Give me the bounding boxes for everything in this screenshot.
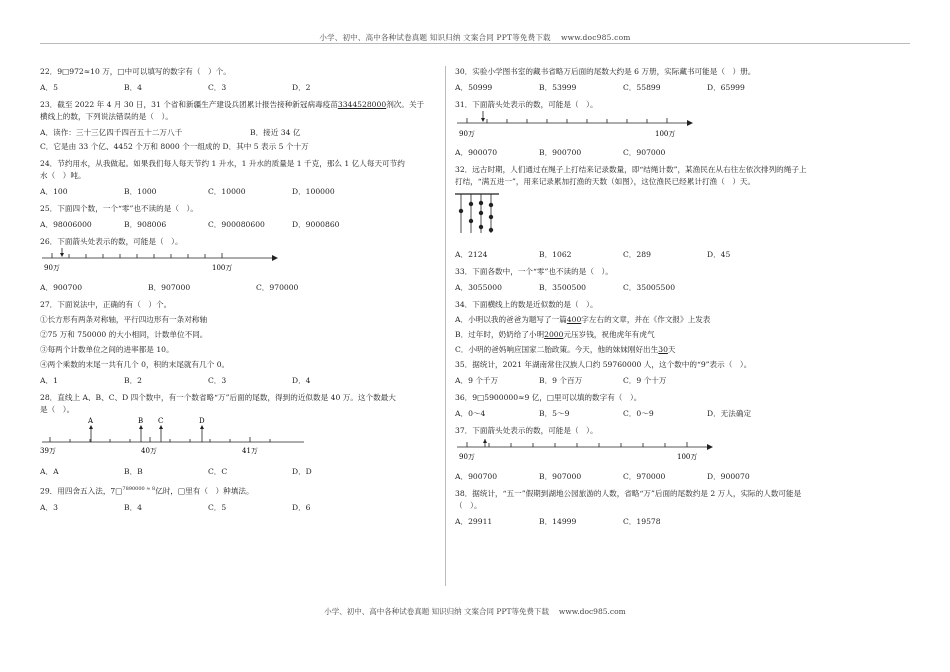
header-rule [40, 43, 910, 44]
number-line [455, 111, 695, 139]
option-c[interactable]: C．19578 [623, 517, 661, 526]
statement-3: ③每两个计数单位之间的进率都是 10。 [40, 345, 174, 354]
ticks [467, 442, 687, 447]
option-c[interactable]: C．C [208, 467, 228, 476]
question-24 [40, 158, 450, 198]
point-d-label: D [199, 417, 205, 425]
question-22 [40, 66, 450, 94]
options [455, 408, 865, 420]
label-100wan: 100万 [655, 130, 676, 138]
question-text: 26．下面箭头处表示的数，可能是（ ）。 [40, 237, 183, 246]
options [455, 249, 865, 261]
statement-2: ②75 万和 750000 的大小相同，计数单位不同。 [40, 330, 208, 339]
question-text: 37．下面箭头处表示的数，可能是（ ）。 [455, 426, 598, 435]
page-footer: 小学、初中、高中各种试卷真题 知识归纳 文案合同 PPT等免费下载 www.doc985.com [324, 607, 626, 616]
option-c[interactable]: C．970000 [623, 472, 666, 481]
option-d[interactable]: D．无法确定 [707, 409, 752, 418]
option-d[interactable]: D．100000 [292, 187, 335, 196]
knots [459, 201, 493, 232]
question-text-cont: 水（ ）吨。 [40, 171, 86, 180]
question-text: 22．9□972≈10 万，□中可以填写的数字有（ ）个。 [40, 67, 231, 76]
option-c-d[interactable]: C．它是由 33 个亿、4452 个万和 8000 个一组成的 D．其中 5 表示 5 个十万 [40, 142, 309, 151]
point-b-label: B [138, 417, 144, 425]
question-text: 34．下面横线上的数是近似数的是（ ）。 [455, 300, 598, 309]
statement-1: ①长方形有两条对称轴，平行四边形有一条对称轴 [40, 315, 208, 324]
question-text: 32．远古时期，人们通过在绳子上打结来记录数量，即“结绳计数”，某渔民在从右往左依次排列的绳子上 [455, 165, 807, 174]
question-28 [40, 392, 450, 478]
ticks [50, 437, 270, 442]
options [455, 82, 865, 94]
option-b[interactable]: B．1062 [539, 250, 572, 259]
right-column [455, 66, 865, 533]
option-a[interactable]: A．9 个千万 [455, 376, 499, 385]
question-27 [40, 299, 450, 387]
option-b[interactable]: B．907000 [148, 283, 191, 292]
question-text: 25．下面四个数，一个“零”也不读的是（ ）。 [40, 204, 198, 213]
options [455, 282, 865, 294]
question-33 [455, 266, 865, 294]
option-b[interactable]: B．1000 [124, 187, 157, 196]
options [455, 147, 865, 159]
question-text: 31．下面箭头处表示的数，可能是（ ）。 [455, 100, 598, 109]
point-markers [91, 426, 202, 442]
options [40, 82, 450, 94]
option-c[interactable]: C．10000 [208, 187, 246, 196]
question-text: 36．9□5900000≈9 亿，□里可以填的数字有（ ）。 [455, 393, 642, 402]
question-36 [455, 392, 865, 420]
tick-40wan: 40万 [141, 447, 157, 455]
options [455, 471, 865, 483]
options-row-2 [40, 141, 450, 153]
number-line-abcd [40, 416, 340, 458]
option-c[interactable]: C．907000 [623, 148, 666, 157]
option-a[interactable]: A．900700 [455, 472, 498, 481]
option-a[interactable]: A．0～4 [455, 409, 486, 418]
option-d[interactable]: D．D [292, 467, 312, 476]
statement-4: ④两个乘数的末尾一共有几个 0，积的末尾就有几个 0。 [40, 360, 230, 369]
option-b[interactable]: B．5～9 [539, 409, 570, 418]
option-b[interactable]: B．908006 [124, 220, 167, 229]
option-b[interactable]: B．9 个百万 [539, 376, 583, 385]
option-d[interactable]: D．2 [292, 83, 311, 92]
option-a[interactable]: A．900070 [455, 148, 498, 157]
question-text: 35．据统计，2021 年湖南常住汉族人口约 59760000 人，这个数中的“9”表示（ ）。 [455, 360, 752, 369]
option-b[interactable]: B．53999 [539, 83, 577, 92]
question-text: 24．节约用水，从我做起。如果我们每人每天节约 1 升水，1 升水的质量是 1 千克，那么 1 亿人每天可节约 [40, 159, 405, 168]
option-c[interactable]: C．289 [623, 250, 651, 259]
option-a[interactable]: A．50999 [455, 83, 493, 92]
option-b[interactable]: B．900700 [539, 148, 582, 157]
option-b[interactable]: B．2 [124, 376, 143, 385]
option-c[interactable]: C．0～9 [623, 409, 654, 418]
axis-arrowhead [687, 120, 693, 126]
option-c[interactable]: C．3 [208, 83, 227, 92]
question-text: 28．直线上 A、B、C、D 四个数中，有一个数省略“万”后面的尾数，得到的近似数是 40 万。这个数最大 [40, 393, 396, 402]
label-90wan: 90万 [459, 453, 475, 461]
options [40, 502, 450, 514]
label-90wan: 90万 [44, 264, 60, 272]
options [40, 375, 450, 387]
option-a[interactable]: A．读作：三十三亿四千四百五十二万八千 [40, 128, 183, 137]
option-d[interactable]: D．65999 [707, 83, 745, 92]
question-31 [455, 99, 865, 159]
options [455, 516, 865, 528]
label-100wan: 100万 [212, 264, 233, 272]
option-d[interactable]: D．45 [707, 250, 731, 259]
option-a[interactable]: A．1 [40, 376, 58, 385]
question-30 [455, 66, 865, 94]
question-35 [455, 359, 865, 387]
question-text: 33．下面各数中，一个“零”也不读的是（ ）。 [455, 267, 613, 276]
option-b[interactable]: B．接近 34 亿 [250, 128, 301, 137]
options [40, 466, 450, 478]
question-text-cont: 打结，“满五进一”，用来记录累加打渔的天数（如图），这位渔民已经累计打渔（ ）天。 [455, 177, 756, 186]
option-c[interactable]: C．900080600 [208, 220, 265, 229]
option-c[interactable]: C．55899 [623, 83, 661, 92]
question-25 [40, 203, 450, 231]
option-d[interactable]: D．9000860 [292, 220, 340, 229]
label-90wan: 90万 [459, 130, 475, 138]
option-d[interactable]: D．900070 [707, 472, 750, 481]
question-34 [455, 299, 865, 356]
option-b[interactable]: B．907000 [539, 472, 582, 481]
question-text-cont: 横线上的数，下列说法错误的是（ ）。 [40, 112, 173, 121]
option-a[interactable]: A．100 [40, 187, 68, 196]
option-c[interactable]: C．35005500 [623, 283, 676, 292]
underlined-number: 3344528000 [337, 100, 387, 109]
number-line [455, 437, 715, 463]
question-text: 23．截至 2022 年 4 月 30 日，31 个省和新疆生产建设兵团累计报告接种新冠病毒疫苗3344528000剂次。关于 [40, 100, 425, 109]
option-a[interactable]: A．3 [40, 502, 58, 512]
knot-rope-figure [455, 191, 515, 241]
option-c[interactable]: C．970000 [256, 283, 299, 292]
question-29 [40, 483, 450, 514]
option-a[interactable]: A．A [40, 467, 59, 476]
question-32 [455, 164, 865, 261]
point-a-label: A [88, 417, 94, 425]
option-a[interactable]: A．2124 [455, 250, 488, 259]
question-text: 30．实验小学图书室的藏书省略万后面的尾数大约是 6 万册，实际藏书可能是（ ）册。 [455, 67, 756, 76]
ticks [467, 118, 667, 123]
question-text: 27．下面说法中，正确的有（ ）个。 [40, 300, 172, 309]
option-a[interactable]: A．3055000 [455, 283, 502, 292]
tick-39wan: 39万 [40, 447, 56, 455]
axis-arrowhead [707, 444, 713, 450]
option-c[interactable]: C．小明的爸妈响应国家二胎政策。今天，他的妹妹刚好出生30天 [455, 345, 676, 354]
option-d[interactable]: D．4 [292, 376, 311, 385]
point-arrowheads [89, 425, 204, 429]
option-c[interactable]: C．5 [208, 502, 227, 512]
question-text: 38．据统计，“五一”假期到湖地公园旅游的人数，省略“万”后面的尾数约是 2 万人，实际的人数可能是 [455, 489, 802, 498]
options [40, 186, 450, 198]
option-b[interactable]: B．过年时，奶奶给了小明2000元压岁钱，祝他虎年有虎气 [455, 330, 655, 339]
options [40, 219, 450, 231]
options-row-1 [40, 127, 450, 139]
hanging-ropes [461, 194, 491, 233]
axis-arrowhead [272, 255, 278, 261]
option-b[interactable]: B．3500500 [539, 283, 586, 292]
ticks [52, 253, 222, 258]
arrow-marker-head [481, 118, 485, 122]
label-100wan: 100万 [677, 453, 698, 461]
option-b[interactable]: B．14999 [539, 517, 577, 526]
option-b[interactable]: B．B [124, 467, 143, 476]
option-a[interactable]: A．小明以我的爸爸为题写了一篇400字左右的文章，并在《作文报》上发表 [455, 315, 711, 324]
question-text-cont: （ ）。 [455, 501, 482, 510]
arrow-marker-head [60, 253, 64, 257]
left-column [40, 66, 450, 519]
option-c[interactable]: C．3 [208, 376, 227, 385]
option-a[interactable]: A．900700 [40, 283, 83, 292]
question-26 [40, 236, 450, 294]
page-header: 小学、初中、高中各种试卷真题 知识归纳 文案合同 PPT等免费下载 www.doc985.com [319, 33, 631, 42]
question-38 [455, 488, 865, 528]
tick-41wan: 41万 [242, 447, 258, 455]
number-line [40, 248, 280, 274]
options [40, 282, 450, 294]
question-37 [455, 425, 865, 483]
approx-expression: 7890000 ≈ 8 [122, 486, 156, 492]
option-b[interactable]: B．4 [124, 502, 143, 512]
option-d[interactable]: D．6 [292, 502, 311, 512]
option-a[interactable]: A．29911 [455, 517, 493, 526]
option-b[interactable]: B．4 [124, 83, 143, 92]
option-c[interactable]: C．9 个十万 [623, 376, 667, 385]
question-text-cont: 是（ ）。 [40, 405, 75, 414]
question-23 [40, 99, 450, 153]
option-a[interactable]: A．98006000 [40, 220, 92, 229]
arrow-marker-head [483, 439, 487, 443]
options [455, 375, 865, 387]
question-text: 29．用四舍五入法，7□$^{7890000 \approx 8}$亿时，□里有（ ）种填法。 [40, 486, 254, 496]
option-a[interactable]: A．5 [40, 83, 58, 92]
point-c-label: C [158, 417, 164, 425]
